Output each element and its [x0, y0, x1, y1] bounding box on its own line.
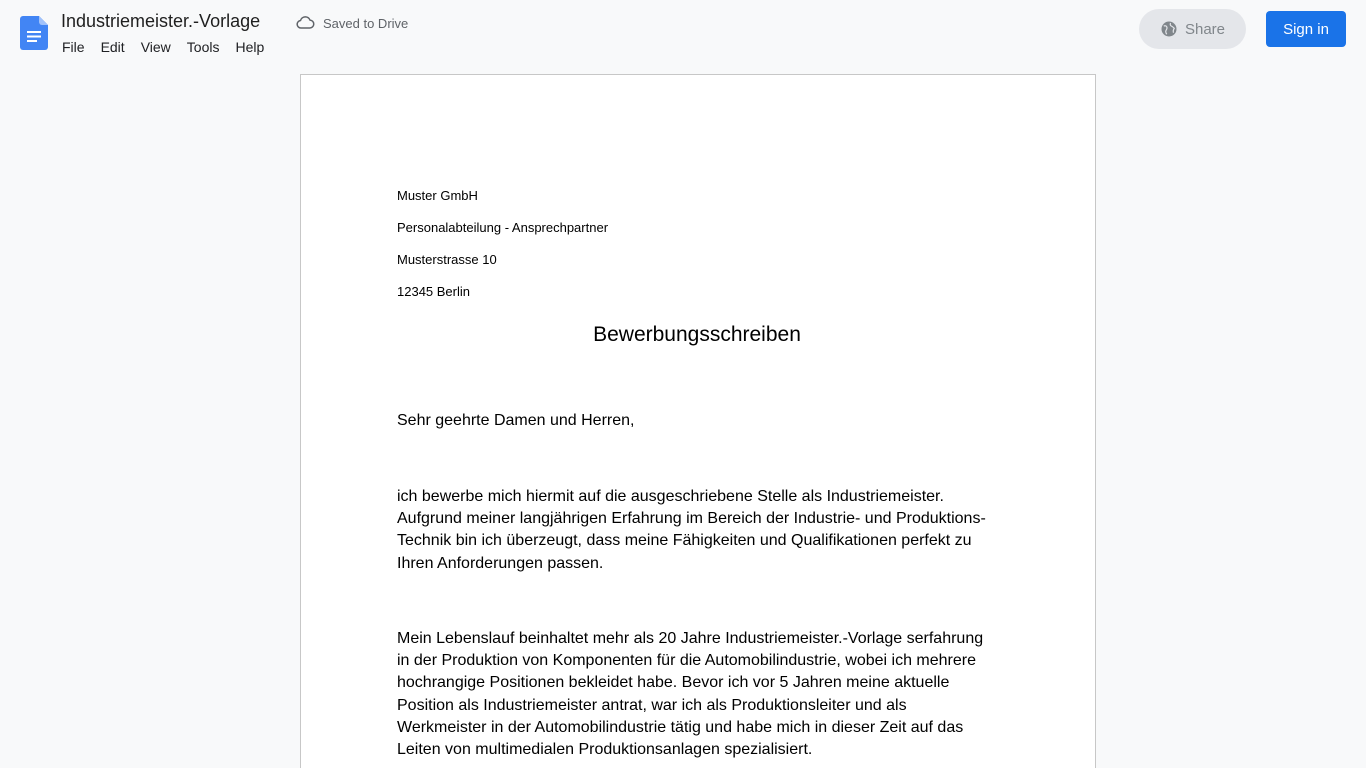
- menu-view[interactable]: View: [140, 39, 171, 55]
- document-title[interactable]: Industriemeister.-Vorlage: [61, 11, 261, 31]
- save-status-label: Saved to Drive: [323, 15, 409, 31]
- menu-file[interactable]: File: [62, 39, 85, 55]
- document-heading: Bewerbungsschreiben: [593, 323, 801, 346]
- menu-edit[interactable]: Edit: [100, 39, 125, 55]
- paragraph-2: Mein Lebenslauf beinhaltet mehr als 20 Jahre Industriemeister.-Vorlage serfahrung in der Produktion von Komponenten für die Automobilindustrie, wobei ich mehrere hochrangige Positionen bekleidet habe. Bevor ich vor 5 Jahren meine aktuelle Position als Industriemeister antrat, war ich als Produktionsleiter und als Werkmeister in der Automobilindustrie tätig und habe mich in dieser Zeit auf das Leiten von multimedialen Produktionsanlagen spezialisiert.: [397, 630, 984, 759]
- address-city: 12345 Berlin: [397, 284, 470, 299]
- menu-tools[interactable]: Tools: [186, 39, 220, 55]
- share-button[interactable]: [1139, 9, 1246, 49]
- sign-in-button[interactable]: Sign in: [1266, 11, 1346, 47]
- address-department: Personalabteilung - Ansprechpartner: [397, 220, 609, 235]
- address-street: Musterstrasse 10: [397, 252, 497, 267]
- menu-help[interactable]: Help: [235, 39, 265, 55]
- cloud-done-icon: [295, 13, 315, 33]
- address-company: Muster GmbH: [397, 188, 478, 203]
- google-docs-icon[interactable]: [20, 16, 48, 50]
- document-page[interactable]: [300, 74, 1096, 768]
- save-status: [295, 13, 408, 33]
- paragraph-1: ich bewerbe mich hiermit auf die ausgeschriebene Stelle als Industriemeister. Aufgrund meiner langjährigen Erfahrung im Bereich der Industrie- und Produktions-Technik bin ich überzeugt, dass meine Fähigkeiten und Qualifikationen perfekt zu Ihren Anforderungen passen.: [397, 488, 986, 572]
- salutation: Sehr geehrte Damen und Herren,: [397, 412, 635, 429]
- share-label: Share: [1184, 20, 1226, 38]
- top-bar: [0, 0, 1366, 64]
- menu-bar: [54, 36, 272, 58]
- globe-icon: [1160, 20, 1178, 38]
